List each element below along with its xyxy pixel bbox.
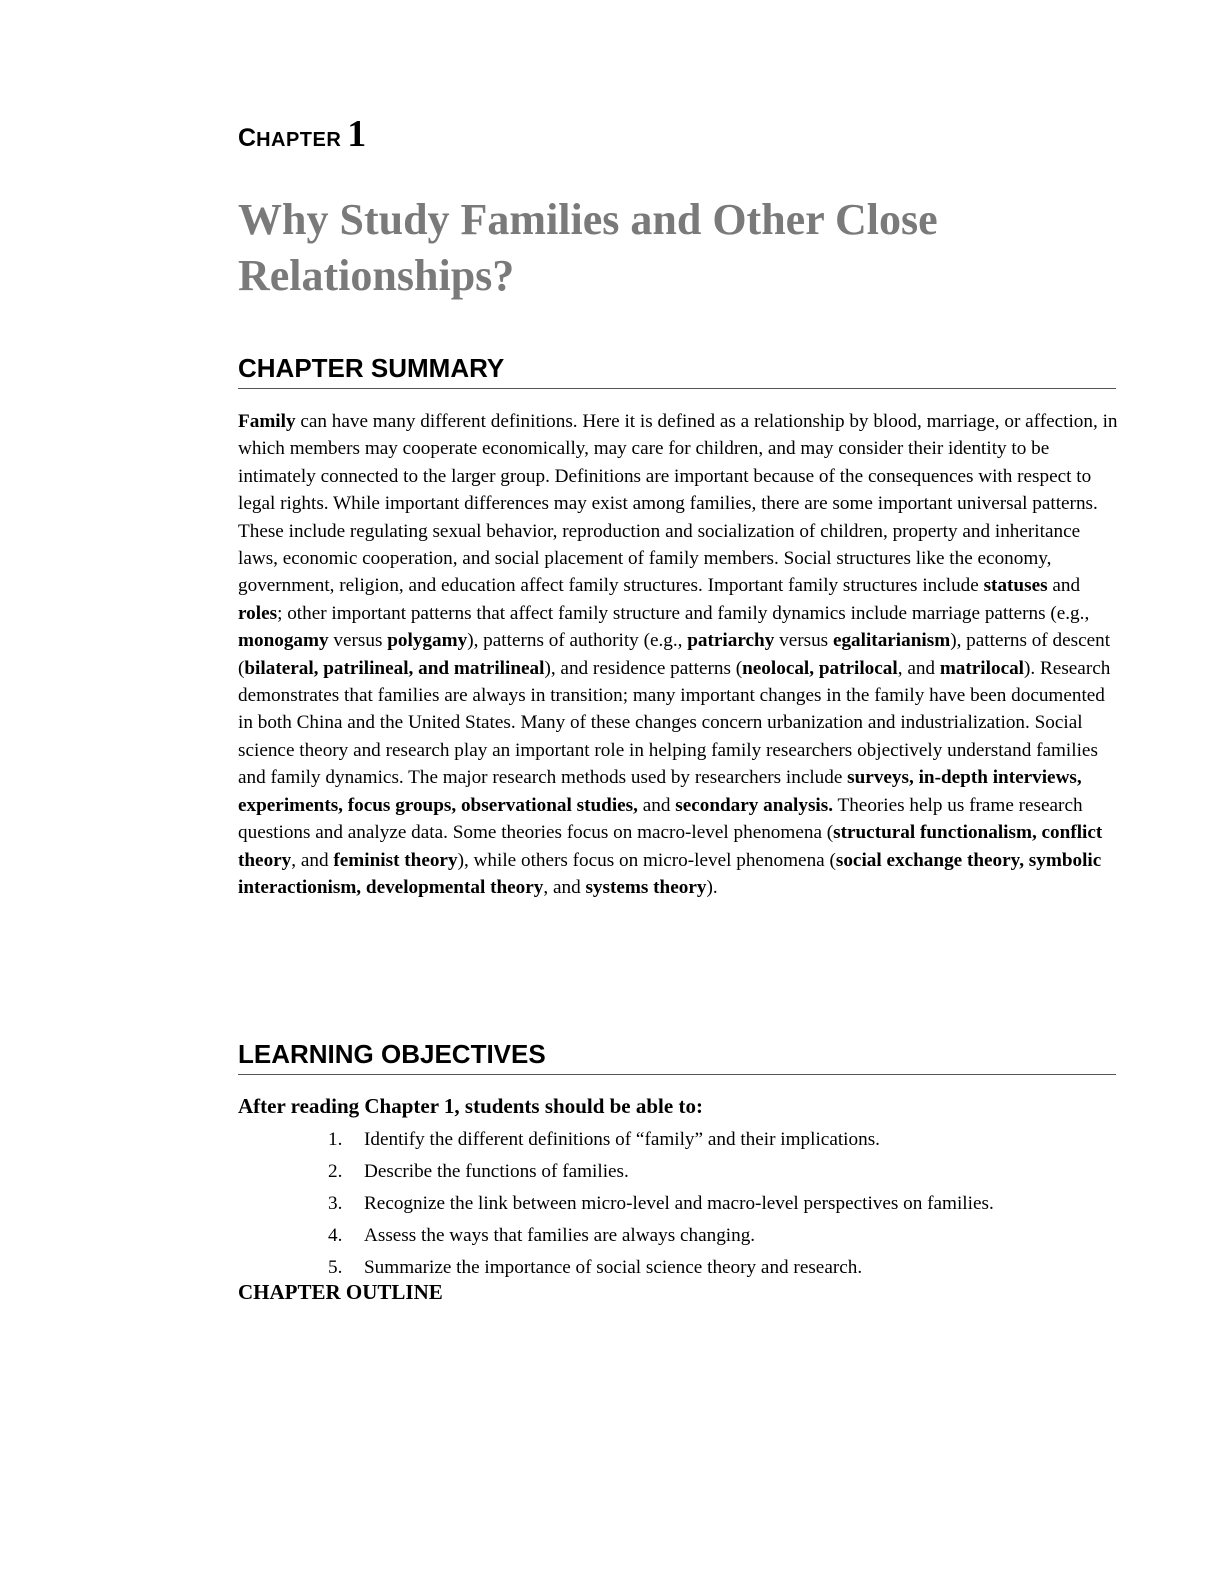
summary-text-run: ). Research demonstrates that families are always in transition; many important changes in the family have been documented in both China and the United States. Many of these changes concern urbanization and industrialization. Social science theory and research play an important role in helping family researchers objectively understand families and family dynamics. The major research methods used by researchers include: [238, 657, 1111, 789]
summary-text-run: ), patterns of authority (e.g.,: [467, 630, 688, 652]
summary-key-term: neolocal, patrilocal: [742, 657, 898, 679]
summary-text-run: ).: [706, 876, 718, 898]
chapter-title: Why Study Families and Other Close Relationships?: [238, 195, 938, 300]
objectives-intro: After reading Chapter 1, students should be able to:: [238, 1094, 703, 1118]
objective-number: 5.: [328, 1257, 343, 1278]
outline-heading: CHAPTER OUTLINE: [238, 1280, 443, 1304]
summary-text-run: can have many different definitions. Here it is defined as a relationship by blood, marriage, or affection, in which members may cooperate economically, may care for children, and may consider their identity to be intimately connected to the larger group. Definitions are important because of the consequences with respect to legal rights. While important differences may exist among families, there are some important universal patterns. These include regulating sexual behavior, reproduction and socialization of children, property and inheritance laws, economic cooperation, and social placement of family members. Social structures like the economy, government, religion, and education affect family structures. Important family structures include: [238, 411, 1118, 597]
objective-text: Summarize the importance of social science theory and research.: [364, 1257, 863, 1278]
summary-key-term: feminist theory: [333, 849, 458, 871]
summary-text-run: Theories help us frame research questions and analyze data. Some theories focus on macro-level phenomena (: [238, 794, 1083, 844]
summary-text-run: ; other important patterns that affect family structure and family dynamics include marriage patterns (e.g.,: [277, 602, 1090, 624]
summary-text-run: , and: [897, 657, 940, 679]
objective-number: 2.: [328, 1161, 343, 1182]
summary-heading: CHAPTER SUMMARY: [238, 352, 1116, 389]
objectives-list: [328, 1126, 994, 1286]
summary-text-run: versus: [774, 630, 833, 652]
objectives-heading: LEARNING OBJECTIVES: [238, 1038, 1116, 1075]
objective-number: 3.: [328, 1193, 343, 1214]
summary-key-term: monogamy: [238, 630, 329, 652]
chapter-number: 1: [347, 113, 367, 155]
summary-text-run: , and: [291, 849, 334, 871]
summary-key-term: structural functionalism, conflict theory: [238, 822, 1103, 871]
summary-text-run: ), patterns of descent (: [238, 630, 1111, 679]
chapter-label: [238, 112, 366, 156]
summary-key-term: statuses: [983, 575, 1048, 597]
summary-key-term: surveys, in-depth interviews, experiments, focus groups, observational studies,: [238, 767, 1082, 816]
objective-text: Recognize the link between micro-level and macro-level perspectives on families.: [364, 1193, 994, 1214]
objective-number: 1.: [328, 1129, 343, 1150]
summary-text-run: , and: [543, 876, 586, 898]
summary-key-term: systems theory: [585, 876, 707, 898]
chapter-word-initial: C: [238, 124, 257, 152]
summary-key-term: egalitarianism: [832, 630, 951, 652]
summary-text-run: versus: [328, 630, 388, 652]
summary-key-term: roles: [238, 602, 278, 624]
summary-text-run: and: [637, 794, 676, 816]
summary-key-term: polygamy: [387, 630, 468, 652]
summary-key-term: bilateral, patrilineal, and matrilineal: [244, 657, 545, 679]
objective-item: [328, 1190, 994, 1222]
objective-item: [328, 1222, 994, 1254]
objective-item: [328, 1158, 994, 1190]
objective-text: Describe the functions of families.: [364, 1161, 629, 1182]
chapter-word-rest: HAPTER: [256, 129, 342, 151]
summary-text-run: and: [1047, 575, 1081, 597]
summary-text-run: ), while others focus on micro-level phenomena (: [457, 849, 836, 871]
objective-item: [328, 1126, 994, 1158]
summary-key-term: social exchange theory, symbolic interactionism, developmental theory: [238, 849, 1102, 898]
summary-key-term: secondary analysis.: [675, 794, 834, 816]
objective-text: Identify the different definitions of “family” and their implications.: [364, 1129, 880, 1150]
summary-key-term: matrilocal: [939, 657, 1025, 679]
objective-text: Assess the ways that families are always changing.: [364, 1225, 756, 1246]
summary-key-term: Family: [238, 411, 296, 432]
summary-key-term: patriarchy: [687, 630, 775, 652]
objective-number: 4.: [328, 1225, 343, 1246]
summary-paragraph: [238, 408, 1118, 901]
summary-text-run: ), and residence patterns (: [544, 657, 743, 679]
